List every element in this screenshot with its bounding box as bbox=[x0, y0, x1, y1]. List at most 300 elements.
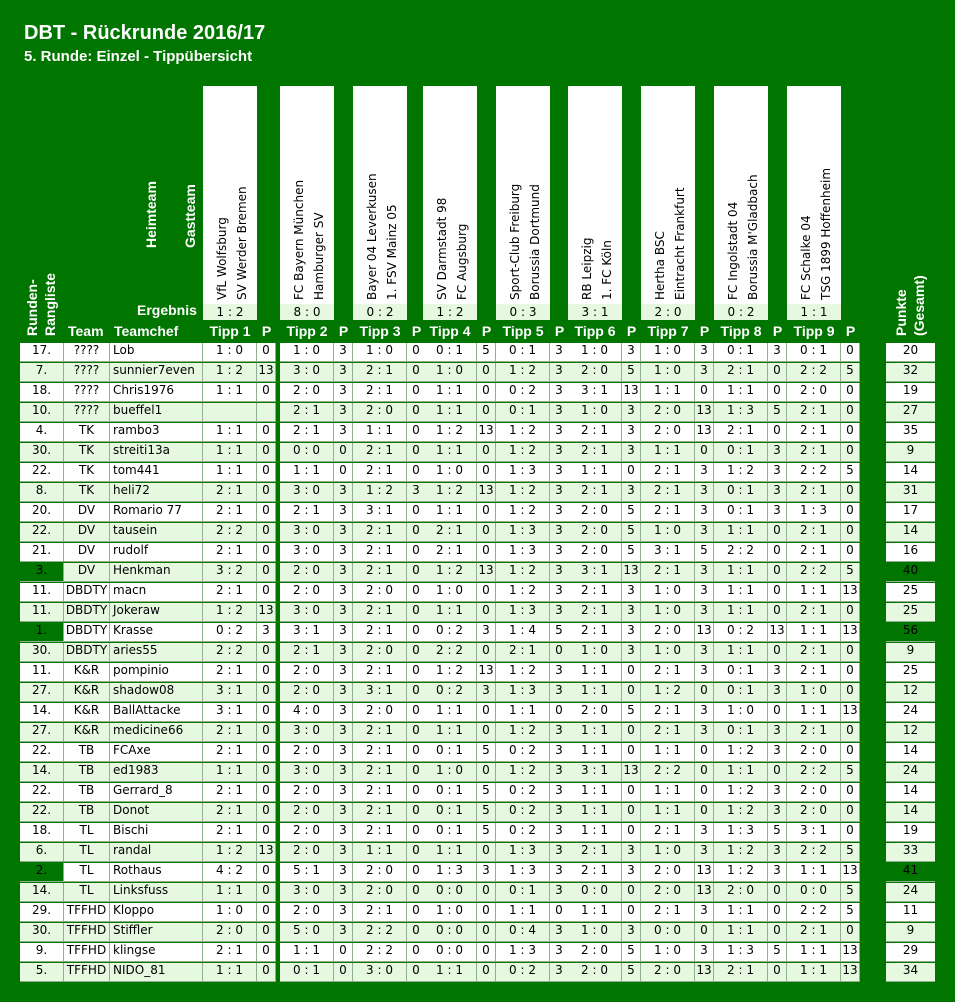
gap-spacer bbox=[866, 463, 886, 482]
p-cell: 3 bbox=[622, 483, 641, 502]
tipp-cell: 1 : 1 bbox=[641, 783, 695, 802]
tipp-cell: 1 : 0 bbox=[714, 703, 768, 722]
gap-spacer bbox=[866, 363, 886, 382]
tipp-cell: 0 : 1 bbox=[714, 483, 768, 502]
tipp-cell: 1 : 2 bbox=[423, 663, 477, 682]
total-points-cell: 24 bbox=[886, 703, 935, 722]
tipp-cell: 0 : 1 bbox=[714, 503, 768, 522]
total-points-cell: 14 bbox=[886, 803, 935, 822]
p-cell: 3 bbox=[334, 363, 353, 382]
rank-cell: 22. bbox=[20, 803, 64, 822]
tipp-cell: 0 : 2 bbox=[423, 623, 477, 642]
tipp-cell: 1 : 1 bbox=[203, 463, 257, 482]
teamchef-cell: Stiffler bbox=[110, 923, 203, 942]
tipp-cell: 1 : 1 bbox=[423, 503, 477, 522]
tipp-cell: 3 : 1 bbox=[641, 543, 695, 562]
gap-spacer bbox=[866, 943, 886, 962]
p-cell: 0 bbox=[841, 723, 860, 742]
away-team-name: Borussia M'Gladbach bbox=[746, 174, 760, 300]
p-cell: 0 bbox=[407, 823, 426, 842]
team-cell: TB bbox=[64, 743, 110, 762]
tipp-cell: 2 : 1 bbox=[568, 483, 622, 502]
tipp-cell: 2 : 2 bbox=[787, 843, 841, 862]
p-cell: 3 bbox=[550, 543, 569, 562]
p-cell: 13 bbox=[257, 363, 276, 382]
teamchef-cell: BallAttacke bbox=[110, 703, 203, 722]
p-cell: 0 bbox=[841, 403, 860, 422]
p-cell: 0 bbox=[257, 543, 276, 562]
tipp-cell: 2 : 1 bbox=[353, 823, 407, 842]
p-cell: 0 bbox=[622, 663, 641, 682]
teamchef-cell: NIDO_81 bbox=[110, 963, 203, 982]
team-cell: TK bbox=[64, 463, 110, 482]
p-cell: 0 bbox=[334, 963, 353, 982]
table-row bbox=[20, 783, 935, 802]
tipp-cell: 1 : 2 bbox=[496, 583, 550, 602]
teamchef-cell: Lob bbox=[110, 343, 203, 362]
team-cell: TL bbox=[64, 863, 110, 882]
total-points-cell: 27 bbox=[886, 403, 935, 422]
tipp-cell: 2 : 1 bbox=[353, 763, 407, 782]
p-cell: 0 bbox=[622, 683, 641, 702]
total-points-cell: 9 bbox=[886, 643, 935, 662]
p-cell: 0 bbox=[622, 783, 641, 802]
tipp-cell: 2 : 2 bbox=[787, 763, 841, 782]
tipp-cell: 1 : 3 bbox=[423, 863, 477, 882]
teamchef-cell: tausein bbox=[110, 523, 203, 542]
tipp-cell: 1 : 2 bbox=[714, 843, 768, 862]
team-cell: ???? bbox=[64, 363, 110, 382]
team-cell: K&R bbox=[64, 703, 110, 722]
p-cell: 0 bbox=[407, 883, 426, 902]
tipp-cell: 2 : 1 bbox=[641, 903, 695, 922]
tipp-cell: 1 : 3 bbox=[714, 823, 768, 842]
table-row bbox=[20, 683, 935, 702]
p-cell: 3 bbox=[695, 703, 714, 722]
tipp-cell: 1 : 2 bbox=[641, 683, 695, 702]
team-cell: K&R bbox=[64, 683, 110, 702]
tipp-cell: 2 : 1 bbox=[787, 603, 841, 622]
total-points-cell: 19 bbox=[886, 383, 935, 402]
p-cell: 0 bbox=[257, 483, 276, 502]
p-cell: 0 bbox=[257, 863, 276, 882]
p-cell: 13 bbox=[841, 863, 860, 882]
gap-spacer bbox=[866, 823, 886, 842]
p-cell: 3 bbox=[550, 483, 569, 502]
teamchef-cell: randal bbox=[110, 843, 203, 862]
tipp-cell: 0 : 1 bbox=[423, 783, 477, 802]
table-row bbox=[20, 663, 935, 682]
gap-spacer bbox=[866, 703, 886, 722]
p-cell: 0 bbox=[841, 503, 860, 522]
p-cell: 0 bbox=[841, 483, 860, 502]
rank-cell: 30. bbox=[20, 923, 64, 942]
tipp-cell: 2 : 1 bbox=[787, 643, 841, 662]
p-cell: 0 bbox=[477, 643, 496, 662]
p-header: P bbox=[481, 323, 492, 339]
p-cell: 5 bbox=[841, 463, 860, 482]
tipp-cell: 2 : 1 bbox=[203, 823, 257, 842]
p-cell: 13 bbox=[622, 763, 641, 782]
p-cell: 3 bbox=[334, 423, 353, 442]
p-cell: 3 bbox=[550, 503, 569, 522]
p-cell: 3 bbox=[334, 563, 353, 582]
tipp-cell: 2 : 0 bbox=[787, 743, 841, 762]
p-cell: 0 bbox=[841, 823, 860, 842]
home-team-name: FC Bayern München bbox=[292, 179, 306, 300]
tipp-cell: 0 : 1 bbox=[496, 343, 550, 362]
gap-spacer bbox=[866, 483, 886, 502]
tipp-cell: 2 : 0 bbox=[203, 923, 257, 942]
total-points-cell: 24 bbox=[886, 763, 935, 782]
total-points-cell: 12 bbox=[886, 723, 935, 742]
tipp-cell: 2 : 0 bbox=[280, 823, 334, 842]
table-row bbox=[20, 603, 935, 622]
teamchef-cell: tom441 bbox=[110, 463, 203, 482]
gap-spacer bbox=[866, 963, 886, 982]
gap-spacer bbox=[866, 343, 886, 362]
rank-cell: 14. bbox=[20, 883, 64, 902]
rank-cell: 30. bbox=[20, 643, 64, 662]
p-cell: 0 bbox=[407, 403, 426, 422]
tipp-cell: 2 : 2 bbox=[787, 363, 841, 382]
p-cell: 3 bbox=[768, 463, 787, 482]
p-cell: 3 bbox=[550, 423, 569, 442]
page-subtitle: 5. Runde: Einzel - Tippübersicht bbox=[24, 48, 253, 65]
gap-spacer bbox=[866, 863, 886, 882]
gap-spacer bbox=[866, 383, 886, 402]
table-row bbox=[20, 703, 935, 722]
team-cell: DBDTY bbox=[64, 623, 110, 642]
teamchef-cell: heli72 bbox=[110, 483, 203, 502]
tipp-cell: 1 : 1 bbox=[714, 383, 768, 402]
p-cell: 3 bbox=[334, 583, 353, 602]
tipp-cell: 2 : 0 bbox=[280, 903, 334, 922]
p-cell: 3 bbox=[768, 343, 787, 362]
tipp-cell: 0 : 1 bbox=[714, 683, 768, 702]
p-cell: 0 bbox=[477, 503, 496, 522]
table-row bbox=[20, 903, 935, 922]
tipp-cell: 1 : 1 bbox=[568, 463, 622, 482]
gap-spacer bbox=[866, 623, 886, 642]
p-cell: 3 bbox=[622, 403, 641, 422]
p-cell: 3 bbox=[695, 843, 714, 862]
p-cell: 3 bbox=[550, 783, 569, 802]
p-cell: 0 bbox=[257, 963, 276, 982]
p-cell: 3 bbox=[334, 783, 353, 802]
p-header: P bbox=[772, 323, 783, 339]
p-cell: 0 bbox=[477, 763, 496, 782]
teamchef-cell: FCAxe bbox=[110, 743, 203, 762]
p-cell: 5 bbox=[622, 703, 641, 722]
tipp-cell: 0 : 0 bbox=[423, 923, 477, 942]
tipp-cell: 1 : 1 bbox=[568, 823, 622, 842]
p-cell: 5 bbox=[622, 523, 641, 542]
p-cell: 3 bbox=[334, 643, 353, 662]
p-cell: 0 bbox=[841, 523, 860, 542]
tipp-cell: 1 : 3 bbox=[496, 543, 550, 562]
table-row bbox=[20, 623, 935, 642]
tipp-cell: 1 : 0 bbox=[423, 583, 477, 602]
team-cell: TL bbox=[64, 843, 110, 862]
p-cell: 0 bbox=[841, 683, 860, 702]
tipp-cell: 0 : 1 bbox=[423, 343, 477, 362]
p-cell: 3 bbox=[550, 763, 569, 782]
table-row bbox=[20, 523, 935, 542]
p-cell: 5 bbox=[768, 823, 787, 842]
table-row bbox=[20, 923, 935, 942]
total-points-cell: 25 bbox=[886, 603, 935, 622]
rank-cell: 8. bbox=[20, 483, 64, 502]
rank-cell: 14. bbox=[20, 703, 64, 722]
p-cell: 0 bbox=[622, 463, 641, 482]
table-row bbox=[20, 343, 935, 362]
tipp-cell: 0 : 2 bbox=[203, 623, 257, 642]
ergebnis-label: Ergebnis bbox=[137, 302, 197, 318]
p-cell: 0 bbox=[477, 543, 496, 562]
p-cell: 0 bbox=[407, 443, 426, 462]
away-team-name: FC Augsburg bbox=[455, 223, 469, 300]
tipp-cell: 1 : 1 bbox=[280, 943, 334, 962]
total-points-cell: 9 bbox=[886, 923, 935, 942]
teamchef-cell: Chris1976 bbox=[110, 383, 203, 402]
p-cell: 5 bbox=[768, 403, 787, 422]
tipp-cell: 2 : 2 bbox=[423, 643, 477, 662]
runden-rangliste-label-2: Rangliste bbox=[42, 272, 58, 336]
gap-spacer bbox=[866, 683, 886, 702]
p-cell: 3 bbox=[257, 623, 276, 642]
teamchef-cell: macn bbox=[110, 583, 203, 602]
tipp-cell: 3 : 1 bbox=[203, 683, 257, 702]
p-cell: 0 bbox=[257, 803, 276, 822]
tipp-cell: 0 : 0 bbox=[787, 883, 841, 902]
p-cell: 3 bbox=[334, 623, 353, 642]
tipp-cell: 2 : 0 bbox=[280, 563, 334, 582]
p-cell: 0 bbox=[477, 843, 496, 862]
gap-spacer bbox=[866, 523, 886, 542]
tipp-cell: 1 : 1 bbox=[787, 583, 841, 602]
p-cell: 3 bbox=[334, 683, 353, 702]
p-cell: 0 bbox=[477, 603, 496, 622]
tipp-cell: 2 : 1 bbox=[280, 403, 334, 422]
gap-spacer bbox=[866, 543, 886, 562]
away-team-name: Hamburger SV bbox=[312, 212, 326, 300]
teamchef-cell: streiti13a bbox=[110, 443, 203, 462]
tipp-cell: 1 : 0 bbox=[203, 903, 257, 922]
p-cell: 5 bbox=[768, 943, 787, 962]
p-cell: 0 bbox=[477, 443, 496, 462]
p-cell: 13 bbox=[695, 623, 714, 642]
tipp-cell: 1 : 2 bbox=[496, 563, 550, 582]
tipp-cell: 1 : 1 bbox=[641, 383, 695, 402]
p-cell: 3 bbox=[622, 623, 641, 642]
tipp-cell: 1 : 1 bbox=[423, 603, 477, 622]
p-cell: 0 bbox=[841, 743, 860, 762]
p-header: P bbox=[261, 323, 272, 339]
tipp-cell: 2 : 2 bbox=[787, 463, 841, 482]
p-cell: 3 bbox=[768, 803, 787, 822]
p-cell: 0 bbox=[695, 743, 714, 762]
tipp-cell: 1 : 1 bbox=[203, 423, 257, 442]
p-cell: 0 bbox=[477, 463, 496, 482]
tipp-cell: 1 : 0 bbox=[423, 763, 477, 782]
gap-spacer bbox=[866, 923, 886, 942]
tipp-cell: 0 : 4 bbox=[496, 923, 550, 942]
p-cell: 0 bbox=[407, 863, 426, 882]
tipp-cell: 2 : 1 bbox=[353, 783, 407, 802]
tipp-cell: 1 : 1 bbox=[714, 523, 768, 542]
p-cell: 3 bbox=[695, 523, 714, 542]
tipp-cell: 2 : 2 bbox=[353, 943, 407, 962]
rank-cell: 18. bbox=[20, 823, 64, 842]
p-cell: 0 bbox=[407, 943, 426, 962]
tipp-cell: 2 : 1 bbox=[203, 503, 257, 522]
tipp-cell: 1 : 1 bbox=[203, 383, 257, 402]
p-cell: 0 bbox=[407, 503, 426, 522]
home-team-name: VfL Wolfsburg bbox=[215, 217, 229, 300]
p-cell: 0 bbox=[622, 743, 641, 762]
total-points-cell: 12 bbox=[886, 683, 935, 702]
p-cell: 3 bbox=[768, 723, 787, 742]
tipp-cell: 2 : 1 bbox=[280, 423, 334, 442]
p-cell: 13 bbox=[477, 563, 496, 582]
p-cell: 0 bbox=[257, 343, 276, 362]
p-header: P bbox=[338, 323, 349, 339]
p-cell: 0 bbox=[407, 763, 426, 782]
p-cell: 3 bbox=[695, 663, 714, 682]
p-cell: 13 bbox=[841, 943, 860, 962]
tipp-cell: 1 : 2 bbox=[423, 483, 477, 502]
p-cell: 0 bbox=[257, 783, 276, 802]
p-cell: 3 bbox=[550, 683, 569, 702]
p-cell: 0 bbox=[407, 623, 426, 642]
tipp-cell: 2 : 1 bbox=[353, 523, 407, 542]
p-cell: 0 bbox=[695, 683, 714, 702]
tipp-cell: 0 : 1 bbox=[496, 403, 550, 422]
tipp-cell: 0 : 0 bbox=[568, 883, 622, 902]
tipp-cell: 1 : 2 bbox=[714, 863, 768, 882]
tipp-cell: 2 : 0 bbox=[641, 963, 695, 982]
p-cell: 0 bbox=[257, 383, 276, 402]
p-cell: 0 bbox=[695, 383, 714, 402]
tipp-cell: 1 : 2 bbox=[496, 483, 550, 502]
p-cell: 3 bbox=[695, 723, 714, 742]
total-points-cell: 20 bbox=[886, 343, 935, 362]
tipp-cell: 2 : 1 bbox=[641, 723, 695, 742]
tipp-cell: 2 : 1 bbox=[641, 703, 695, 722]
gap-spacer bbox=[866, 763, 886, 782]
tipp-cell: 1 : 1 bbox=[203, 883, 257, 902]
p-cell: 3 bbox=[334, 823, 353, 842]
away-team-name: Eintracht Frankfurt bbox=[673, 187, 687, 300]
p-cell: 3 bbox=[695, 343, 714, 362]
p-header: P bbox=[626, 323, 637, 339]
gap-spacer bbox=[866, 903, 886, 922]
tipp-cell: 1 : 1 bbox=[203, 963, 257, 982]
tipp-cell: 1 : 1 bbox=[423, 703, 477, 722]
gap-spacer bbox=[866, 783, 886, 802]
tipp-cell: 1 : 2 bbox=[714, 463, 768, 482]
p-cell: 3 bbox=[334, 663, 353, 682]
tipp-cell: 2 : 1 bbox=[787, 543, 841, 562]
teamchef-cell: Linksfuss bbox=[110, 883, 203, 902]
p-cell: 3 bbox=[334, 763, 353, 782]
tipp-cell: 0 : 0 bbox=[280, 443, 334, 462]
tipp-cell: 2 : 0 bbox=[280, 663, 334, 682]
rank-cell: 17. bbox=[20, 343, 64, 362]
tipp-cell: 0 : 2 bbox=[496, 743, 550, 762]
tipp-cell: 1 : 1 bbox=[423, 443, 477, 462]
tipp-cell: 2 : 0 bbox=[280, 743, 334, 762]
p-cell: 3 bbox=[695, 643, 714, 662]
tipp-cell: 0 : 2 bbox=[423, 683, 477, 702]
p-cell: 13 bbox=[622, 563, 641, 582]
gap-spacer bbox=[866, 663, 886, 682]
tipp-cell: 1 : 2 bbox=[423, 423, 477, 442]
tipp-cell: 2 : 2 bbox=[203, 643, 257, 662]
p-cell: 13 bbox=[695, 963, 714, 982]
tipp-cell: 0 : 2 bbox=[496, 963, 550, 982]
p-cell: 0 bbox=[477, 583, 496, 602]
rank-cell: 22. bbox=[20, 743, 64, 762]
p-cell: 3 bbox=[768, 663, 787, 682]
p-cell: 5 bbox=[622, 363, 641, 382]
p-cell: 0 bbox=[477, 903, 496, 922]
total-points-cell: 11 bbox=[886, 903, 935, 922]
rank-cell: 18. bbox=[20, 383, 64, 402]
p-cell: 0 bbox=[257, 943, 276, 962]
tipp-cell: 2 : 1 bbox=[641, 823, 695, 842]
tipp-cell: 1 : 0 bbox=[641, 583, 695, 602]
p-cell: 0 bbox=[550, 903, 569, 922]
p-cell: 3 bbox=[550, 343, 569, 362]
tipp-header: Tipp 8 bbox=[720, 323, 762, 339]
tipp-cell: 0 : 1 bbox=[423, 803, 477, 822]
tipp-cell: 2 : 1 bbox=[787, 483, 841, 502]
p-cell: 0 bbox=[622, 883, 641, 902]
gap-spacer bbox=[866, 603, 886, 622]
rank-cell: 27. bbox=[20, 683, 64, 702]
p-cell: 5 bbox=[841, 563, 860, 582]
total-points-cell: 16 bbox=[886, 543, 935, 562]
p-cell: 3 bbox=[550, 463, 569, 482]
tipp-cell: 1 : 2 bbox=[353, 483, 407, 502]
p-cell: 0 bbox=[622, 903, 641, 922]
total-points-cell: 14 bbox=[886, 783, 935, 802]
tipp-cell: 0 : 2 bbox=[496, 383, 550, 402]
p-cell: 13 bbox=[695, 423, 714, 442]
tipp-cell: 1 : 2 bbox=[496, 763, 550, 782]
gap-spacer bbox=[866, 443, 886, 462]
tipp-cell: 2 : 0 bbox=[280, 843, 334, 862]
match-result: 1 : 2 bbox=[203, 304, 257, 320]
p-cell: 3 bbox=[768, 783, 787, 802]
tipp-header: Tipp 6 bbox=[574, 323, 616, 339]
tipp-cell: 2 : 0 bbox=[353, 643, 407, 662]
total-points-cell: 31 bbox=[886, 483, 935, 502]
tipp-cell: 2 : 1 bbox=[423, 543, 477, 562]
p-cell: 3 bbox=[622, 843, 641, 862]
teamchef-cell: Jokeraw bbox=[110, 603, 203, 622]
tipp-cell: 1 : 1 bbox=[787, 623, 841, 642]
tipp-cell: 1 : 0 bbox=[641, 843, 695, 862]
tipp-cell: 1 : 2 bbox=[496, 723, 550, 742]
p-cell: 3 bbox=[768, 503, 787, 522]
tipp-cell: 2 : 1 bbox=[641, 663, 695, 682]
p-cell: 3 bbox=[550, 363, 569, 382]
p-cell: 3 bbox=[334, 523, 353, 542]
tipp-cell: 1 : 1 bbox=[787, 963, 841, 982]
